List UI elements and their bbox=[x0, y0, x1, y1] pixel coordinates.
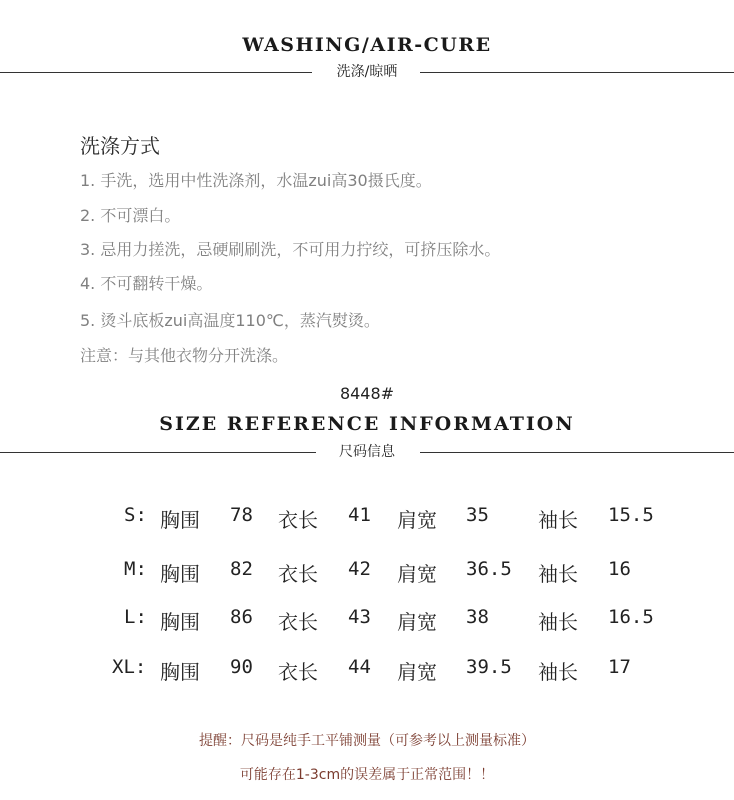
chest-label: 胸围 bbox=[160, 610, 200, 634]
size-title-en: SIZE REFERENCE INFORMATION bbox=[159, 413, 575, 435]
chest-value: 82 bbox=[230, 558, 253, 580]
washing-heading: 洗涤方式 bbox=[80, 134, 160, 158]
shoulder-value: 38 bbox=[466, 606, 489, 628]
length-value: 41 bbox=[348, 504, 371, 526]
size-row bbox=[0, 606, 734, 636]
size-row bbox=[0, 656, 734, 686]
length-value: 44 bbox=[348, 656, 371, 678]
sleeve-label: 袖长 bbox=[538, 508, 578, 532]
size-title-cn: 尺码信息 bbox=[339, 444, 395, 460]
washing-divider bbox=[0, 62, 734, 82]
chest-label: 胸围 bbox=[160, 508, 200, 532]
chest-label: 胸围 bbox=[160, 660, 200, 684]
length-value: 43 bbox=[348, 606, 371, 628]
shoulder-value: 39.5 bbox=[466, 656, 512, 678]
sleeve-value: 17 bbox=[608, 656, 631, 678]
sleeve-label: 袖长 bbox=[538, 562, 578, 586]
washing-item: 5. 烫斗底板zui高温度110℃，蒸汽熨烫。 bbox=[80, 311, 380, 330]
sleeve-value: 16.5 bbox=[608, 606, 654, 628]
size-label: L: bbox=[124, 606, 147, 628]
washing-item: 4. 不可翻转干燥。 bbox=[80, 274, 213, 293]
shoulder-label: 肩宽 bbox=[397, 508, 437, 532]
washing-item: 3. 忌用力搓洗，忌硬刷刷洗，不可用力拧绞，可挤压除水。 bbox=[80, 240, 501, 259]
product-code: 8448# bbox=[339, 384, 395, 403]
chest-label: 胸围 bbox=[160, 562, 200, 586]
washing-note: 注意：与其他衣物分开洗涤。 bbox=[80, 346, 289, 365]
length-label: 衣长 bbox=[278, 562, 318, 586]
washing-item: 1. 手洗，选用中性洗涤剂，水温zui高30摄氏度。 bbox=[80, 171, 432, 190]
shoulder-label: 肩宽 bbox=[397, 610, 437, 634]
measurement-note: 提醒：尺码是纯手工平铺测量（可参考以上测量标准） bbox=[199, 733, 535, 749]
shoulder-value: 36.5 bbox=[466, 558, 512, 580]
washing-title-en: WASHING/AIR-CURE bbox=[242, 34, 492, 56]
error-range-note: 可能存在1-3cm的误差属于正常范围！！ bbox=[239, 767, 495, 783]
chest-value: 78 bbox=[230, 504, 253, 526]
length-label: 衣长 bbox=[278, 508, 318, 532]
sleeve-label: 袖长 bbox=[538, 660, 578, 684]
size-label: XL: bbox=[112, 656, 147, 678]
sleeve-value: 15.5 bbox=[608, 504, 654, 526]
chest-value: 86 bbox=[230, 606, 253, 628]
length-value: 42 bbox=[348, 558, 371, 580]
length-label: 衣长 bbox=[278, 660, 318, 684]
shoulder-value: 35 bbox=[466, 504, 489, 526]
shoulder-label: 肩宽 bbox=[397, 562, 437, 586]
length-label: 衣长 bbox=[278, 610, 318, 634]
sleeve-value: 16 bbox=[608, 558, 631, 580]
chest-value: 90 bbox=[230, 656, 253, 678]
size-row bbox=[0, 504, 734, 534]
sleeve-label: 袖长 bbox=[538, 610, 578, 634]
size-divider bbox=[0, 442, 734, 462]
size-label: M: bbox=[124, 558, 147, 580]
washing-item: 2. 不可漂白。 bbox=[80, 206, 181, 225]
size-row bbox=[0, 558, 734, 588]
washing-title-cn: 洗涤/晾晒 bbox=[336, 64, 398, 80]
size-label: S: bbox=[124, 504, 147, 526]
shoulder-label: 肩宽 bbox=[397, 660, 437, 684]
